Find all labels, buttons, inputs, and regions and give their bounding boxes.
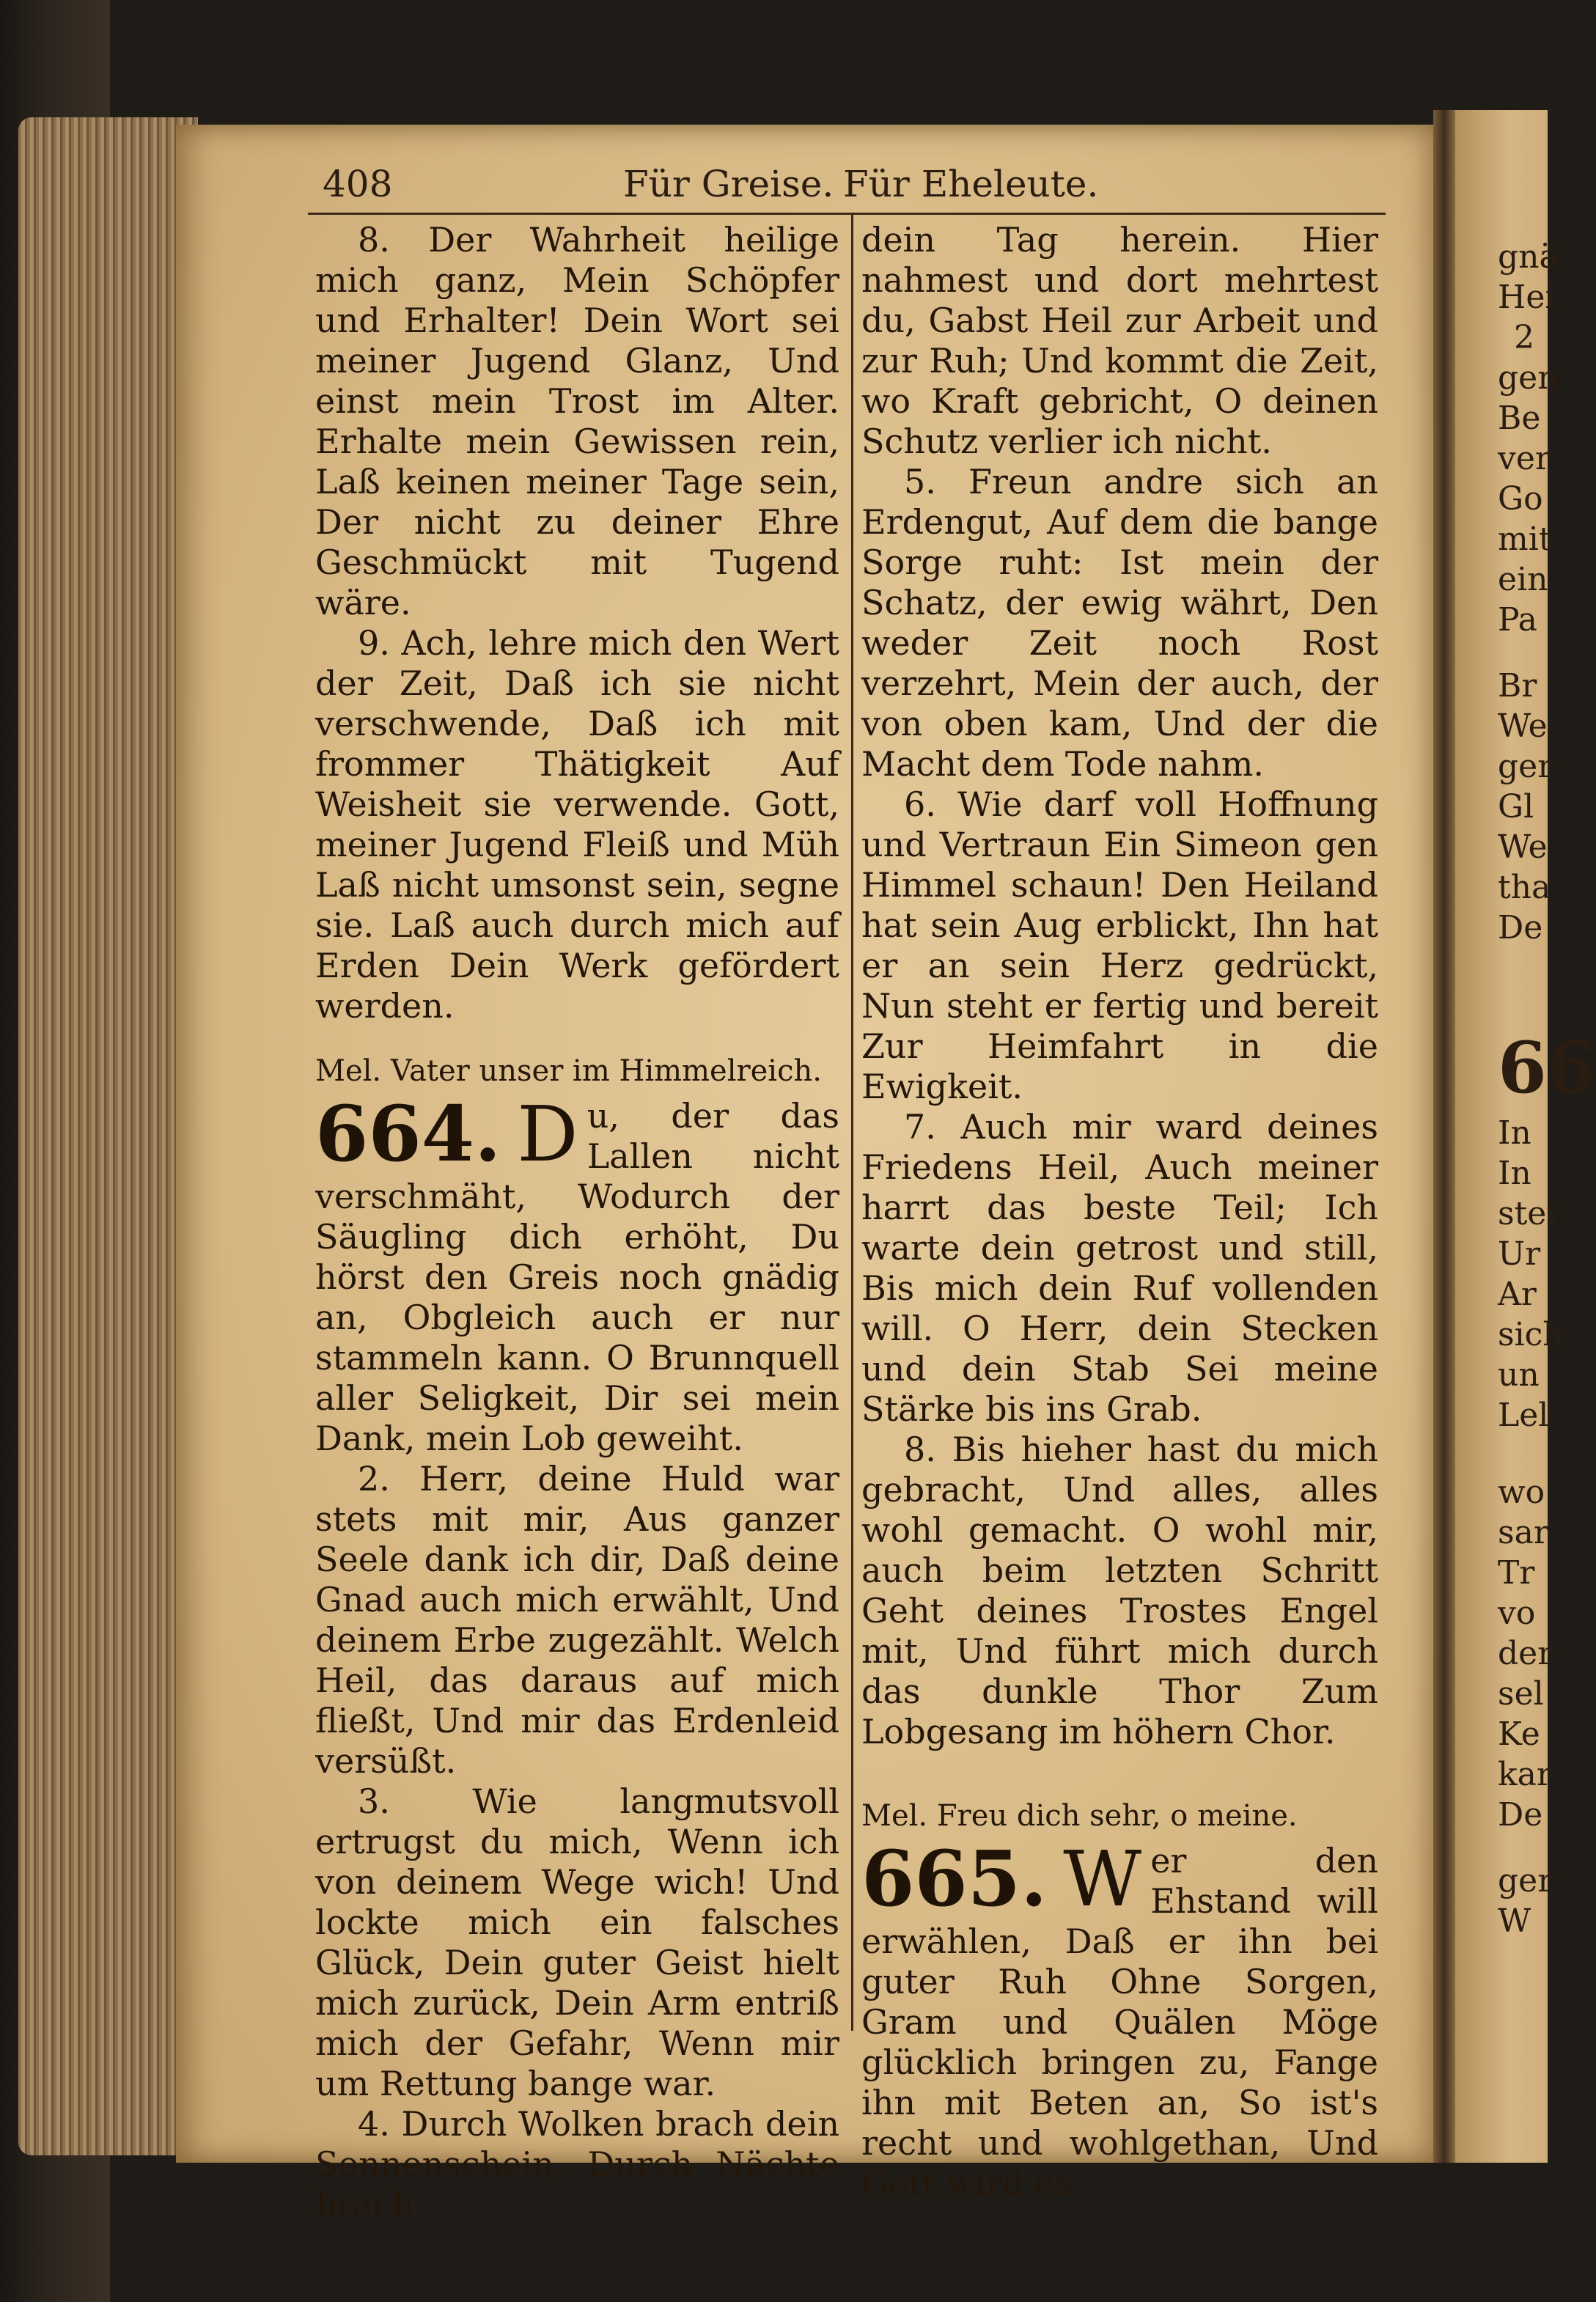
facing-fragment: Hei <box>1498 279 1556 316</box>
facing-fragment: Ar <box>1498 1276 1537 1313</box>
verse-8: 8. Der Wahrheit heilige mich ganz, Mein Schöpfer und Erhalter! Dein Wort sei meiner Jugend Glanz, Und einst mein Trost im Alter. Erhalte mein Gewissen rein, Laß keinen meiner Tage sein, Der nicht zu deiner Ehre Geschmückt mit Tugend wäre. <box>315 220 839 622</box>
facing-fragment: Br <box>1498 667 1537 705</box>
facing-fragment: Be <box>1498 400 1541 437</box>
facing-fragment: Lel <box>1498 1397 1549 1434</box>
facing-fragment: We <box>1498 828 1548 866</box>
facing-fragment: W <box>1498 1902 1531 1940</box>
running-title-right: Für Eheleute. <box>843 163 1099 205</box>
facing-fragment: vo <box>1498 1595 1536 1632</box>
hymn-664-verse-3: 3. Wie langmutsvoll ertrugst du mich, Wenn ich von deinem Wege wich! Und lockte mich ein falsches Glück, Dein guter Geist hielt mich zurück, Dein Arm entriß mich der Gefahr, Wenn mir um Rettung bange war. <box>315 1781 839 2103</box>
hymn-664-verse-2: 2. Herr, deine Huld war stets mit mir, Aus ganzer Seele dank ich dir, Daß deine Gnad auch mich erwählt, Und deinem Erbe zugezählt. Welch Heil, das daraus auf mich fließt, Und mir das Erdenleid versüßt. <box>315 1459 839 1781</box>
facing-page <box>1455 110 1596 2163</box>
book-gutter <box>1433 110 1455 2163</box>
facing-fragment: 66 <box>1498 1026 1596 1109</box>
facing-fragment: gen <box>1498 359 1559 397</box>
verse-5: 5. Freun andre sich an Erdengut, Auf dem die bange Sorge ruht: Ist mein der Schatz, der ewig währt, Den weder Zeit noch Rost verzehrt, Mein der auch, der von oben kam, Und der die Macht dem Tode nahm. <box>861 462 1378 784</box>
page-edges <box>18 117 198 2155</box>
facing-fragment: Tr <box>1498 1554 1535 1592</box>
hymn-665-number: 665. <box>861 1834 1048 1924</box>
facing-fragment: sar <box>1498 1514 1549 1551</box>
facing-fragment: ver <box>1498 440 1551 477</box>
facing-fragment: sich <box>1498 1316 1564 1353</box>
facing-fragment: 2 <box>1514 319 1534 356</box>
facing-fragment: un <box>1498 1356 1540 1394</box>
facing-fragment: mit <box>1498 521 1552 558</box>
left-column <box>315 220 839 2225</box>
facing-fragment: ein <box>1498 561 1548 598</box>
facing-fragment: De <box>1498 909 1543 946</box>
header-rule <box>308 213 1386 215</box>
hymn-664-dropcap: D <box>517 1089 578 1179</box>
hymn-665-start <box>861 1834 1378 2204</box>
hymn-664-verse-1: u, der das Lallen nicht verschmäht, Wodurch der Säugling dich erhöht, Du hörst den Greis noch gnädig an, Obgleich auch er nur stammeln kann. O Brunnquell aller Seligkeit, Dir sei mein Dank, mein Lob geweiht. <box>315 1096 839 1458</box>
facing-fragment: stei <box>1498 1195 1557 1232</box>
facing-fragment: der <box>1498 1635 1553 1672</box>
melody-665: Mel. Freu dich sehr, o meine. <box>861 1799 1298 1833</box>
facing-fragment: In <box>1498 1155 1531 1192</box>
verse-4-continued: dein Tag herein. Hier nahmest und dort mehrtest du, Gabst Heil zur Arbeit und zur Ruh; Und kommt die Zeit, wo Kraft gebricht, O deinen Schutz verlier ich nicht. <box>861 220 1378 461</box>
hymn-664-verse-4: 4. Durch Wolken brach dein Sonnenschein, Durch Nächte brach <box>315 2104 839 2224</box>
facing-fragment: kar <box>1498 1756 1552 1793</box>
facing-fragment: gnä <box>1498 238 1559 276</box>
running-title-left: Für Greise. <box>623 163 834 205</box>
verse-7: 7. Auch mir ward deines Friedens Heil, Auch meiner harrt das beste Teil; Ich warte dein getrost und still, Bis mich dein Ruf vollenden will. O Herr, dein Stecken und dein Stab Sei meine Stärke bis ins Grab. <box>861 1107 1378 1429</box>
column-divider <box>851 213 853 2031</box>
verse-9: 9. Ach, lehre mich den Wert der Zeit, Daß ich sie nicht verschwende, Daß ich mit frommer Thätigkeit Auf Weisheit sie verwende. Gott, meiner Jugend Fleiß und Müh Laß nicht umsonst sein, segne sie. Laß auch durch mich auf Erden Dein Werk gefördert werden. <box>315 623 839 1026</box>
melody-664: Mel. Vater unser im Himmelreich. <box>315 1054 822 1088</box>
hymn-664-start <box>315 1089 839 1459</box>
facing-fragment: Gl <box>1498 788 1534 825</box>
facing-fragment: Ke <box>1498 1716 1540 1753</box>
facing-fragment: De <box>1498 1796 1543 1834</box>
facing-fragment: sel <box>1498 1675 1544 1713</box>
facing-fragment: ger <box>1498 748 1553 785</box>
facing-fragment: Go <box>1498 480 1543 518</box>
hymn-664-number: 664. <box>315 1089 501 1179</box>
hymn-665-dropcap: W <box>1063 1834 1142 1924</box>
verse-8-right: 8. Bis hieher hast du mich gebracht, Und alles, alles wohl gemacht. O wohl mir, auch beim letzten Schritt Geht deines Trostes Engel mit, Und führt mich durch das dunkle Thor Zum Lobgesang im höhern Chor. <box>861 1430 1378 1751</box>
facing-fragment: Pa <box>1498 601 1537 639</box>
facing-fragment: ger <box>1498 1862 1553 1900</box>
page-number: 408 <box>323 163 393 205</box>
facing-fragment: Ur <box>1498 1235 1541 1273</box>
facing-fragment: In <box>1498 1114 1531 1152</box>
facing-fragment: wo <box>1498 1474 1545 1511</box>
right-column <box>861 220 1378 2204</box>
verse-6: 6. Wie darf voll Hoffnung und Vertraun Ein Simeon gen Himmel schaun! Den Heiland hat sein Aug erblickt, Ihn hat er an sein Herz gedrückt, Nun steht er fertig und bereit Zur Heimfahrt in die Ewigkeit. <box>861 784 1378 1106</box>
facing-fragment: tha <box>1498 869 1551 906</box>
hymn-665-verse-1: er den Ehstand will erwählen, Daß er ihn bei guter Ruh Ohne Sorgen, Gram und Quälen Möge glücklich bringen zu, Fange ihn mit Beten an, So ist's recht und wohlgethan, Und Gott wird es <box>861 1841 1378 2203</box>
facing-fragment: We <box>1498 707 1548 745</box>
